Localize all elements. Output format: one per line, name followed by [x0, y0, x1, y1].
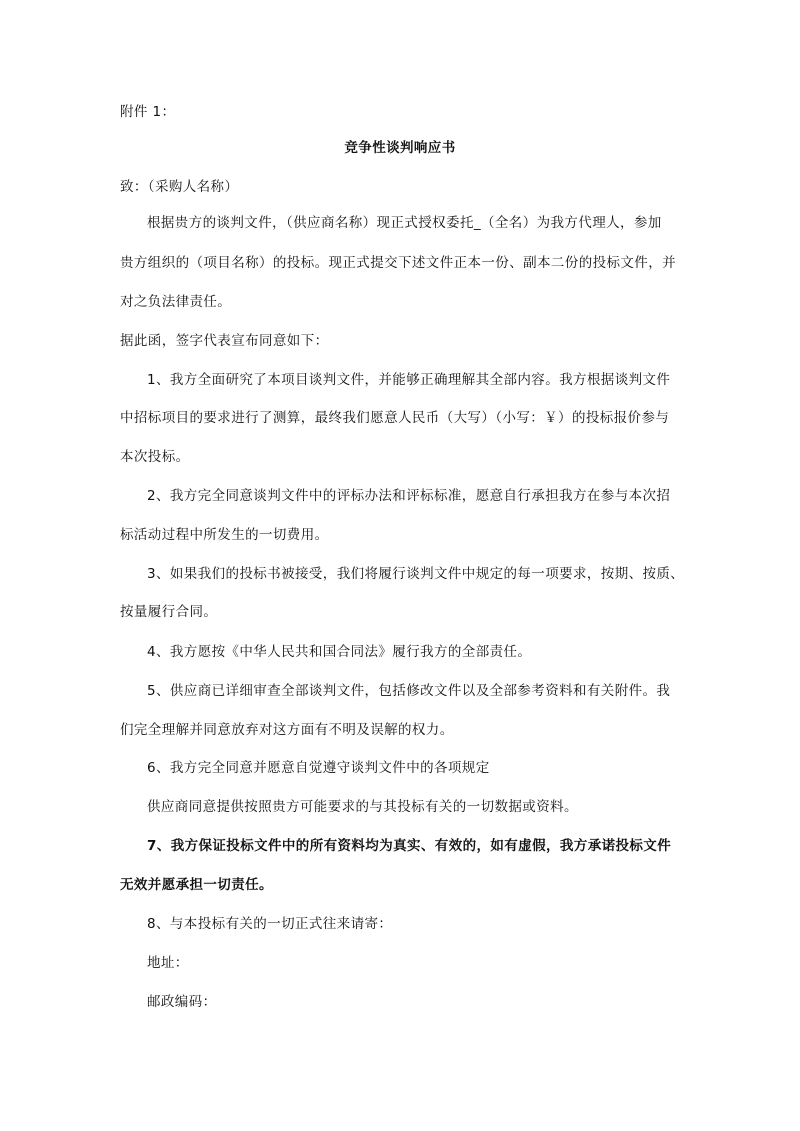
item7-line: 无效并愿承担一切责任。 [120, 877, 273, 893]
item3-line: 3、如果我们的投标书被接受，我们将履行谈判文件中规定的每一项要求，按期、按质、 [147, 566, 685, 582]
para1-line: 对之负法律责任。 [120, 294, 232, 310]
item2-line: 标活动过程中所发生的一切费用。 [120, 527, 329, 543]
document-title: 竞争性谈判响应书 [344, 140, 456, 156]
postcode-label: 邮政编码： [147, 994, 217, 1010]
address-label: 地址： [147, 955, 189, 971]
item1-line: 1、我方全面研究了本项目谈判文件，并能够正确理解其全部内容。我方根据谈判文件 [147, 372, 671, 388]
item2-line: 2、我方完全同意谈判文件中的评标办法和评标标准，愿意自行承担我方在参与本次招 [147, 488, 671, 504]
item4-line: 4、我方愿按《中华人民共和国合同法》履行我方的全部责任。 [147, 644, 532, 660]
recipient-line: 致：（采购人名称） [120, 179, 239, 195]
item8-line: 8、与本投标有关的一切正式往来请寄： [147, 916, 393, 932]
para1-line: 贵方组织的（项目名称）的投标。现正式提交下述文件正本一份、副本二份的投标文件，并 [120, 255, 676, 271]
item1-line: 本次投标。 [120, 449, 190, 465]
item3-line: 按量履行合同。 [120, 604, 218, 620]
attachment-label: 附件 1： [120, 104, 176, 120]
declaration-line: 据此函，签字代表宣布同意如下： [120, 333, 329, 349]
item1-line: 中招标项目的要求进行了测算，最终我们愿意人民币（大写）（小写：￥）的投标报价参与 [120, 410, 670, 426]
item5-line: 们完全理解并同意放弃对这方面有不明及误解的权力。 [120, 722, 454, 738]
item6-line: 6、我方完全同意并愿意自觉遵守谈判文件中的各项规定 [147, 760, 490, 776]
para1-line: 根据贵方的谈判文件，（供应商名称）现正式授权委托_（全名）为我方代理人，参加 [147, 215, 662, 231]
item5-line: 5、供应商已详细审查全部谈判文件，包括修改文件以及全部参考资料和有关附件。我 [147, 683, 671, 699]
item6-supplement-line: 供应商同意提供按照贵方可能要求的与其投标有关的一切数据或资料。 [147, 799, 578, 815]
item7-line: 7、我方保证投标文件中的所有资料均为真实、有效的，如有虚假，我方承诺投标文件 [147, 838, 672, 854]
